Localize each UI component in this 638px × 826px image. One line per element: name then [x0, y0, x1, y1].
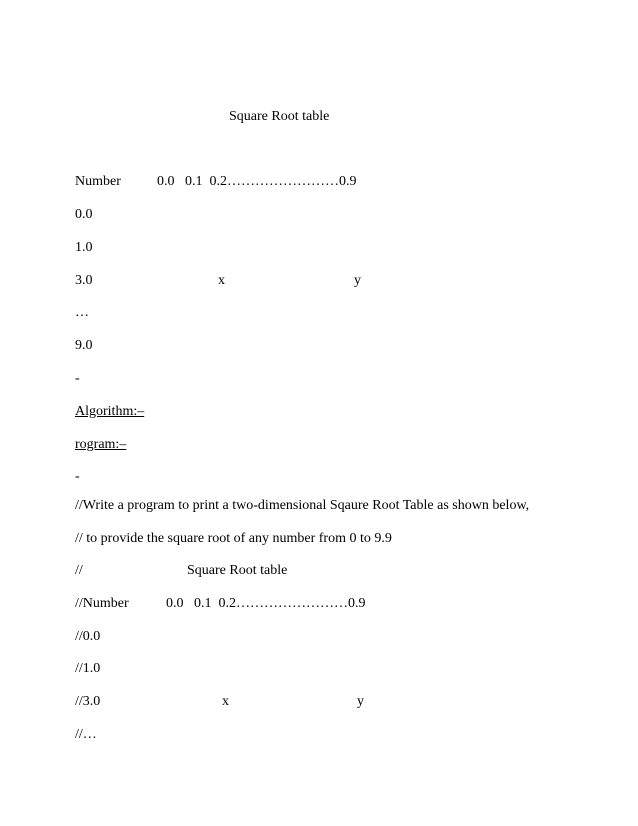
code-comment-line: // to provide the square root of any number from 0 to 9.9: [75, 531, 392, 546]
row-label: …: [75, 305, 89, 320]
row-label: 0.0: [75, 207, 93, 222]
dash-separator: -: [75, 371, 80, 386]
header-values: 0.0 0.1 0.2……………………0.9: [157, 174, 357, 189]
row-mark-x: x: [218, 273, 225, 288]
code-comment-mark-x: x: [222, 694, 229, 709]
dash-separator: -: [75, 469, 80, 484]
row-label: 3.0: [75, 273, 93, 288]
code-comment-prefix: //: [75, 563, 83, 578]
row-label: 1.0: [75, 240, 93, 255]
algorithm-heading: Algorithm:–: [75, 404, 145, 419]
code-comment-row: //1.0: [75, 661, 101, 676]
code-comment-line: //Write a program to print a two-dimensional Sqaure Root Table as shown below,: [75, 498, 530, 513]
code-comment-title: Square Root table: [187, 563, 288, 578]
row-mark-y: y: [354, 273, 361, 288]
header-number-label: Number: [75, 174, 121, 189]
code-comment-mark-y: y: [357, 694, 364, 709]
row-label: 9.0: [75, 338, 93, 353]
code-comment-row: //0.0: [75, 629, 101, 644]
code-comment-header-label: //Number: [75, 596, 129, 611]
program-heading: rogram:–: [75, 437, 127, 452]
code-comment-row: //3.0: [75, 694, 101, 709]
code-comment-header-values: 0.0 0.1 0.2……………………0.9: [166, 596, 366, 611]
page-title: Square Root table: [229, 109, 330, 124]
code-comment-row: //…: [75, 727, 97, 742]
